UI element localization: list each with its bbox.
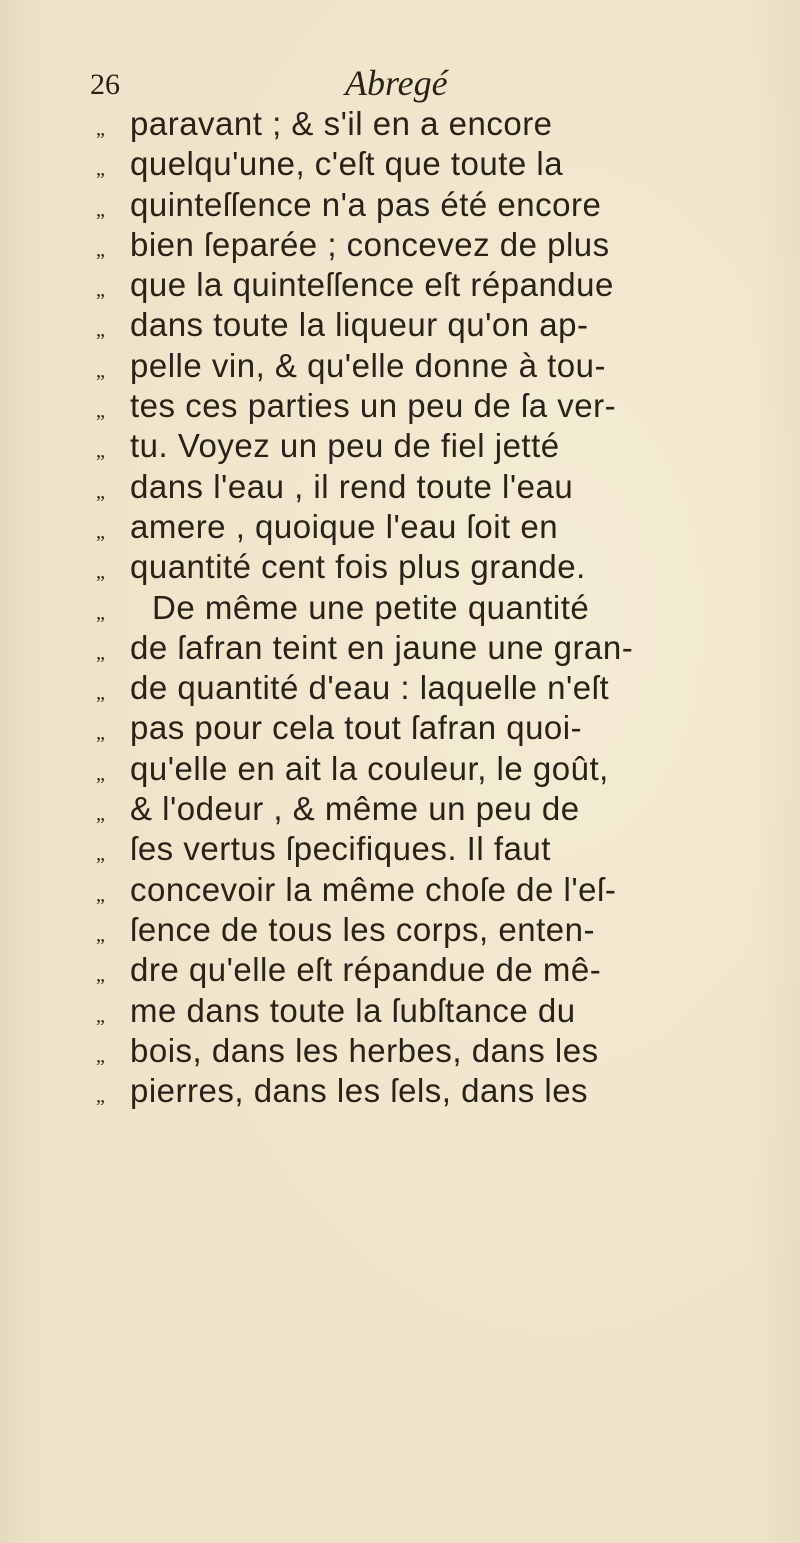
text-line (96, 104, 796, 144)
line-text: que la quinteſſence eſt répandue (130, 266, 614, 304)
page-number: 26 (90, 68, 120, 101)
text-line (96, 789, 796, 829)
text-line (96, 991, 796, 1031)
quote-mark: „ (96, 964, 105, 987)
body-text (96, 104, 796, 1111)
quote-mark: „ (96, 843, 105, 866)
text-line (96, 144, 796, 184)
line-text: quelqu'une, c'eſt que toute la (130, 145, 564, 183)
line-text: dre qu'elle eſt répandue de mê- (130, 951, 602, 989)
text-line (96, 1071, 796, 1111)
quote-mark: „ (96, 682, 105, 705)
text-line (96, 1031, 796, 1071)
quote-mark: „ (96, 400, 105, 423)
line-text: de quantité d'eau : laquelle n'eſt (130, 669, 610, 707)
quote-mark: „ (96, 319, 105, 342)
line-text: ſence de tous les corps, enten- (130, 910, 595, 948)
quote-mark: „ (96, 561, 105, 584)
quote-mark: „ (96, 722, 105, 745)
quote-mark: „ (96, 440, 105, 463)
line-text: de ſafran teint en jaune une gran- (130, 628, 634, 666)
quote-mark: „ (96, 279, 105, 302)
line-text: tes ces parties un peu de ſa ver- (130, 387, 617, 425)
quote-mark: „ (96, 883, 105, 906)
text-line (96, 910, 796, 950)
text-line (96, 708, 796, 748)
text-line (96, 225, 796, 265)
quote-mark: „ (96, 158, 105, 181)
quote-mark: „ (96, 520, 105, 543)
line-text: quantité cent fois plus grande. (130, 548, 586, 586)
line-text: ſes vertus ſpecifiques. Il faut (130, 830, 551, 868)
line-text: me dans toute la ſubſtance du (130, 991, 576, 1029)
line-text: qu'elle en ait la couleur, le goût, (130, 749, 609, 787)
text-line (96, 346, 796, 386)
quote-mark: „ (96, 238, 105, 261)
quote-mark: „ (96, 1044, 105, 1067)
line-text: bien ſeparée ; concevez de plus (130, 225, 610, 263)
text-line (96, 185, 796, 225)
line-text: & l'odeur , & même un peu de (130, 790, 580, 828)
quote-mark: „ (96, 118, 105, 140)
page-header (90, 62, 750, 106)
text-line (96, 749, 796, 789)
line-text: tu. Voyez un peu de fiel jetté (130, 427, 560, 465)
quote-mark: „ (96, 803, 105, 826)
line-text: amere , quoique l'eau ſoit en (130, 507, 559, 545)
text-line (96, 305, 796, 345)
text-line (96, 547, 796, 587)
text-line (96, 386, 796, 426)
line-text: pas pour cela tout ſafran quoi- (130, 709, 583, 747)
line-text: quinteſſence n'a pas été encore (130, 185, 602, 223)
text-line-paragraph-start (96, 588, 796, 628)
text-line (96, 467, 796, 507)
quote-mark: „ (96, 198, 105, 221)
quote-mark: „ (96, 480, 105, 503)
quote-mark: „ (96, 1085, 105, 1108)
line-text: pierres, dans les ſels, dans les (130, 1072, 589, 1110)
text-line (96, 829, 796, 869)
quote-mark: „ (96, 359, 105, 382)
text-line (96, 628, 796, 668)
quote-mark: „ (96, 1004, 105, 1027)
quote-mark: „ (96, 762, 105, 785)
quote-mark: „ (96, 923, 105, 946)
text-line (96, 265, 796, 305)
line-text: bois, dans les herbes, dans les (130, 1031, 599, 1069)
text-line (96, 668, 796, 708)
text-line (96, 950, 796, 990)
line-text: concevoir la même choſe de l'eſ- (130, 870, 617, 908)
line-text: dans toute la liqueur qu'on ap- (130, 306, 589, 344)
quote-mark: „ (96, 641, 105, 664)
line-text: pelle vin, & qu'elle donne à tou- (130, 346, 606, 384)
text-line (96, 507, 796, 547)
line-text: dans l'eau , il rend toute l'eau (130, 467, 574, 505)
line-text: paravant ; & s'il en a encore (130, 105, 553, 142)
running-head: Abregé (345, 63, 448, 103)
quote-mark: „ (96, 601, 105, 624)
text-line (96, 426, 796, 466)
text-line (96, 870, 796, 910)
line-text: De même une petite quantité (152, 588, 590, 626)
